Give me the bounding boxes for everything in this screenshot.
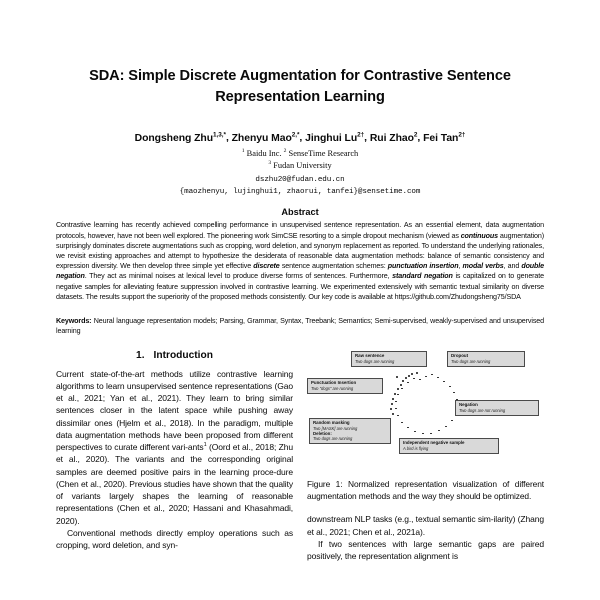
affiliation-sensetime: SenseTime Research [288, 148, 359, 158]
right-column [307, 350, 544, 562]
figure-box-random-masking-title: Random masking [313, 420, 350, 426]
abstract-seg-2: augmentation) surprisingly dominates discrete augmentations such as cropping, word deletion, and synonym replacement as reported. To understand the underlying rationales, we revisit existing approaches and attempt to hypothesize the desiderata of reasonable data augmentation methods: balance of semantic consistency and expression diversity. We then develop three simple yet effective [56, 231, 544, 271]
abstract-em-standard-negation: standard negation [392, 272, 453, 281]
right-paragraph-1: downstream NLP tasks (e.g., textual semantic sim-ilarity) (Zhang et al., 2021; Chen et al., 2021a). [307, 514, 544, 537]
author-1-sup: 1,3,* [213, 131, 226, 139]
author-3-sup: 2† [357, 131, 365, 139]
author-list: Dongsheng Zhu$^{1,3,*}$, Zhenyu Mao$^{2,*}$, Jinghui $Lu^{2\dagger}$, Rui Zhao$^2$, Fei Tan$^{2\dagger}$ [134, 131, 466, 144]
abstract-seg-1: Contrastive learning has recently achieved compelling performance in unsupervised sentence representation. As an essential element, data augmentation protocols, however, have not been well explored. The pioneering work SimCSE resorting to a simple dropout mechanism (viewed as [56, 221, 544, 240]
keywords-text: Neural language representation models; Parsing, Grammar, Syntax, Treebank; Semantics; Semi-supervised, weakly-supervised and unsupervised learning [56, 317, 544, 336]
figure-box-raw-sentence-text: Two dogs are running [355, 358, 395, 364]
affiliation-baidu: Baidu Inc. [246, 148, 282, 158]
figure-caption-text: Normalized representation visualization of different augmentation methods and the way they should be optimized. [307, 478, 544, 501]
abstract-seg-6: . They act as minimal noises at lexical level to produce diverse forms of sentences. Furthermore, [84, 272, 393, 281]
abstract-seg-4: , [458, 262, 463, 271]
abstract-body [56, 220, 544, 302]
figure-1-caption [307, 479, 544, 503]
section-heading-introduction [56, 350, 293, 361]
figure-box-random-masking-deletion [309, 418, 391, 444]
figure-box-random-masking-text: Two [MASK] are running [313, 425, 358, 431]
figure-box-dropout-title: Dropout [451, 353, 469, 359]
figure-1-graphic [307, 350, 544, 472]
figure-box-independent-negative-sample [399, 438, 499, 454]
email-group: {maozhenyu, lujinghui1, zhaorui, tanfei}@sensetime.com [179, 187, 421, 196]
figure-box-negation [455, 400, 539, 416]
footnote-marker-1: 1 [203, 442, 207, 449]
author-5: Fei Tan$^{2\dagger}$ [423, 131, 466, 144]
figure-box-independent-negative-title: Independent negative sample [403, 440, 465, 446]
figure-box-punctuation-insertion-text: Two "dogs" are running [311, 385, 354, 391]
left-column [56, 350, 293, 562]
abstract-seg-7: is capitalized on to generate negative samples for alleviating feature suppression involved in contrastive learning. We experimented extensively with semantic textual similarity on diverse datasets. The results support the superiority of the proposed methods consistently. Our key code is available at https://github.com/Zhudongsheng75/SDA [56, 272, 544, 301]
figure-box-dropout-text: Two dogs are running [451, 358, 491, 364]
email-block [56, 175, 544, 199]
figure-1 [307, 350, 544, 503]
figure-box-negation-title: Negation [459, 402, 478, 408]
author-3: Jinghui $Lu^{2\dagger}$ [305, 131, 365, 144]
affil-sup-1: 1 [241, 148, 245, 155]
keywords-block [56, 316, 544, 337]
right-paragraph-2: If two sentences with large semantic gaps are paired positively, the representation alignment is [307, 538, 544, 562]
abstract-em-double-negation: double negation [56, 262, 545, 281]
figure-box-dropout [447, 351, 525, 367]
abstract-em-modal: modal verbs [462, 262, 504, 271]
section-number: 1. [136, 349, 145, 361]
figure-box-deletion-text: Two dogs are running [313, 436, 353, 442]
author-2-sup: 2,* [291, 131, 300, 139]
intro-p1-part-a: Current state-of-the-art methods utilize contrastive learning algorithms to learn unsupervised sentence representations (Gao et al., 2021; Yan et al., 2021). They learn to bring similar sentences closer in the latent space while pushing away dissimilar ones (Hjelm et al., 2018). In the paradigm, multiple data augmentation methods have been proposed from different perspectives to curate different vari-ants [56, 368, 293, 453]
email-personal: dszhu20@fudan.edu.cn [255, 175, 345, 184]
abstract-seg-5: , and [503, 262, 522, 271]
affil-sup-3: 3 [268, 160, 272, 167]
affiliations [56, 148, 544, 172]
section-title: Introduction [153, 349, 213, 361]
figure-box-negation-text: Two dogs are not running [459, 407, 506, 413]
page-title: SDA: Simple Discrete Augmentation for Contrastive Sentence Representation Learning [89, 68, 511, 105]
author-1: Dongsheng Zhu$^{1,3,*}$ [134, 131, 226, 144]
intro-paragraph-2: Conventional methods directly employ operations such as cropping, word deletion, and syn- [56, 527, 293, 551]
author-4: Rui Zhao$^2$ [369, 131, 418, 144]
abstract-em-discrete: discrete [253, 262, 280, 271]
abstract-heading: Abstract [281, 207, 319, 218]
figure-box-raw-sentence-title: Raw sentence [355, 353, 385, 359]
figure-box-independent-negative-text: A bird is flying [403, 445, 429, 451]
abstract-em-punctuation: punctuation insertion [387, 262, 459, 271]
keywords-label: Keywords: [56, 317, 92, 326]
figure-box-deletion-title: Deletion: [313, 430, 332, 436]
figure-box-punctuation-insertion-title: Punctuation Insertion [311, 380, 357, 386]
author-4-sup: 2 [413, 131, 418, 139]
abstract-em-continuous: continuous [460, 231, 498, 240]
intro-p1-part-b: (Oord et al., 2018; Zhu et al., 2020). The variants and the corresponding original samples are deemed positive pairs in the learning proce-dure (Chen et al., 2020). Previous studies have shown that the quality of variants largely shapes the learning of reasonable representations (Chen et al., 2020; Hassani and Khasahmadi, 2020). [56, 442, 293, 526]
figure-caption-label: Figure 1: [307, 478, 343, 489]
abstract-seg-3: sentence augmentation schemes: [279, 262, 388, 271]
author-2: Zhenyu Mao$^{2,*}$ [231, 131, 300, 144]
figure-box-punctuation-insertion [307, 378, 383, 394]
affil-sup-2: 2 [283, 148, 287, 155]
author-5-sup: 2† [458, 131, 466, 139]
body-columns [56, 350, 544, 562]
affiliation-fudan: Fudan University [273, 160, 332, 170]
figure-box-raw-sentence [351, 351, 427, 367]
intro-paragraph-1 [56, 368, 293, 527]
